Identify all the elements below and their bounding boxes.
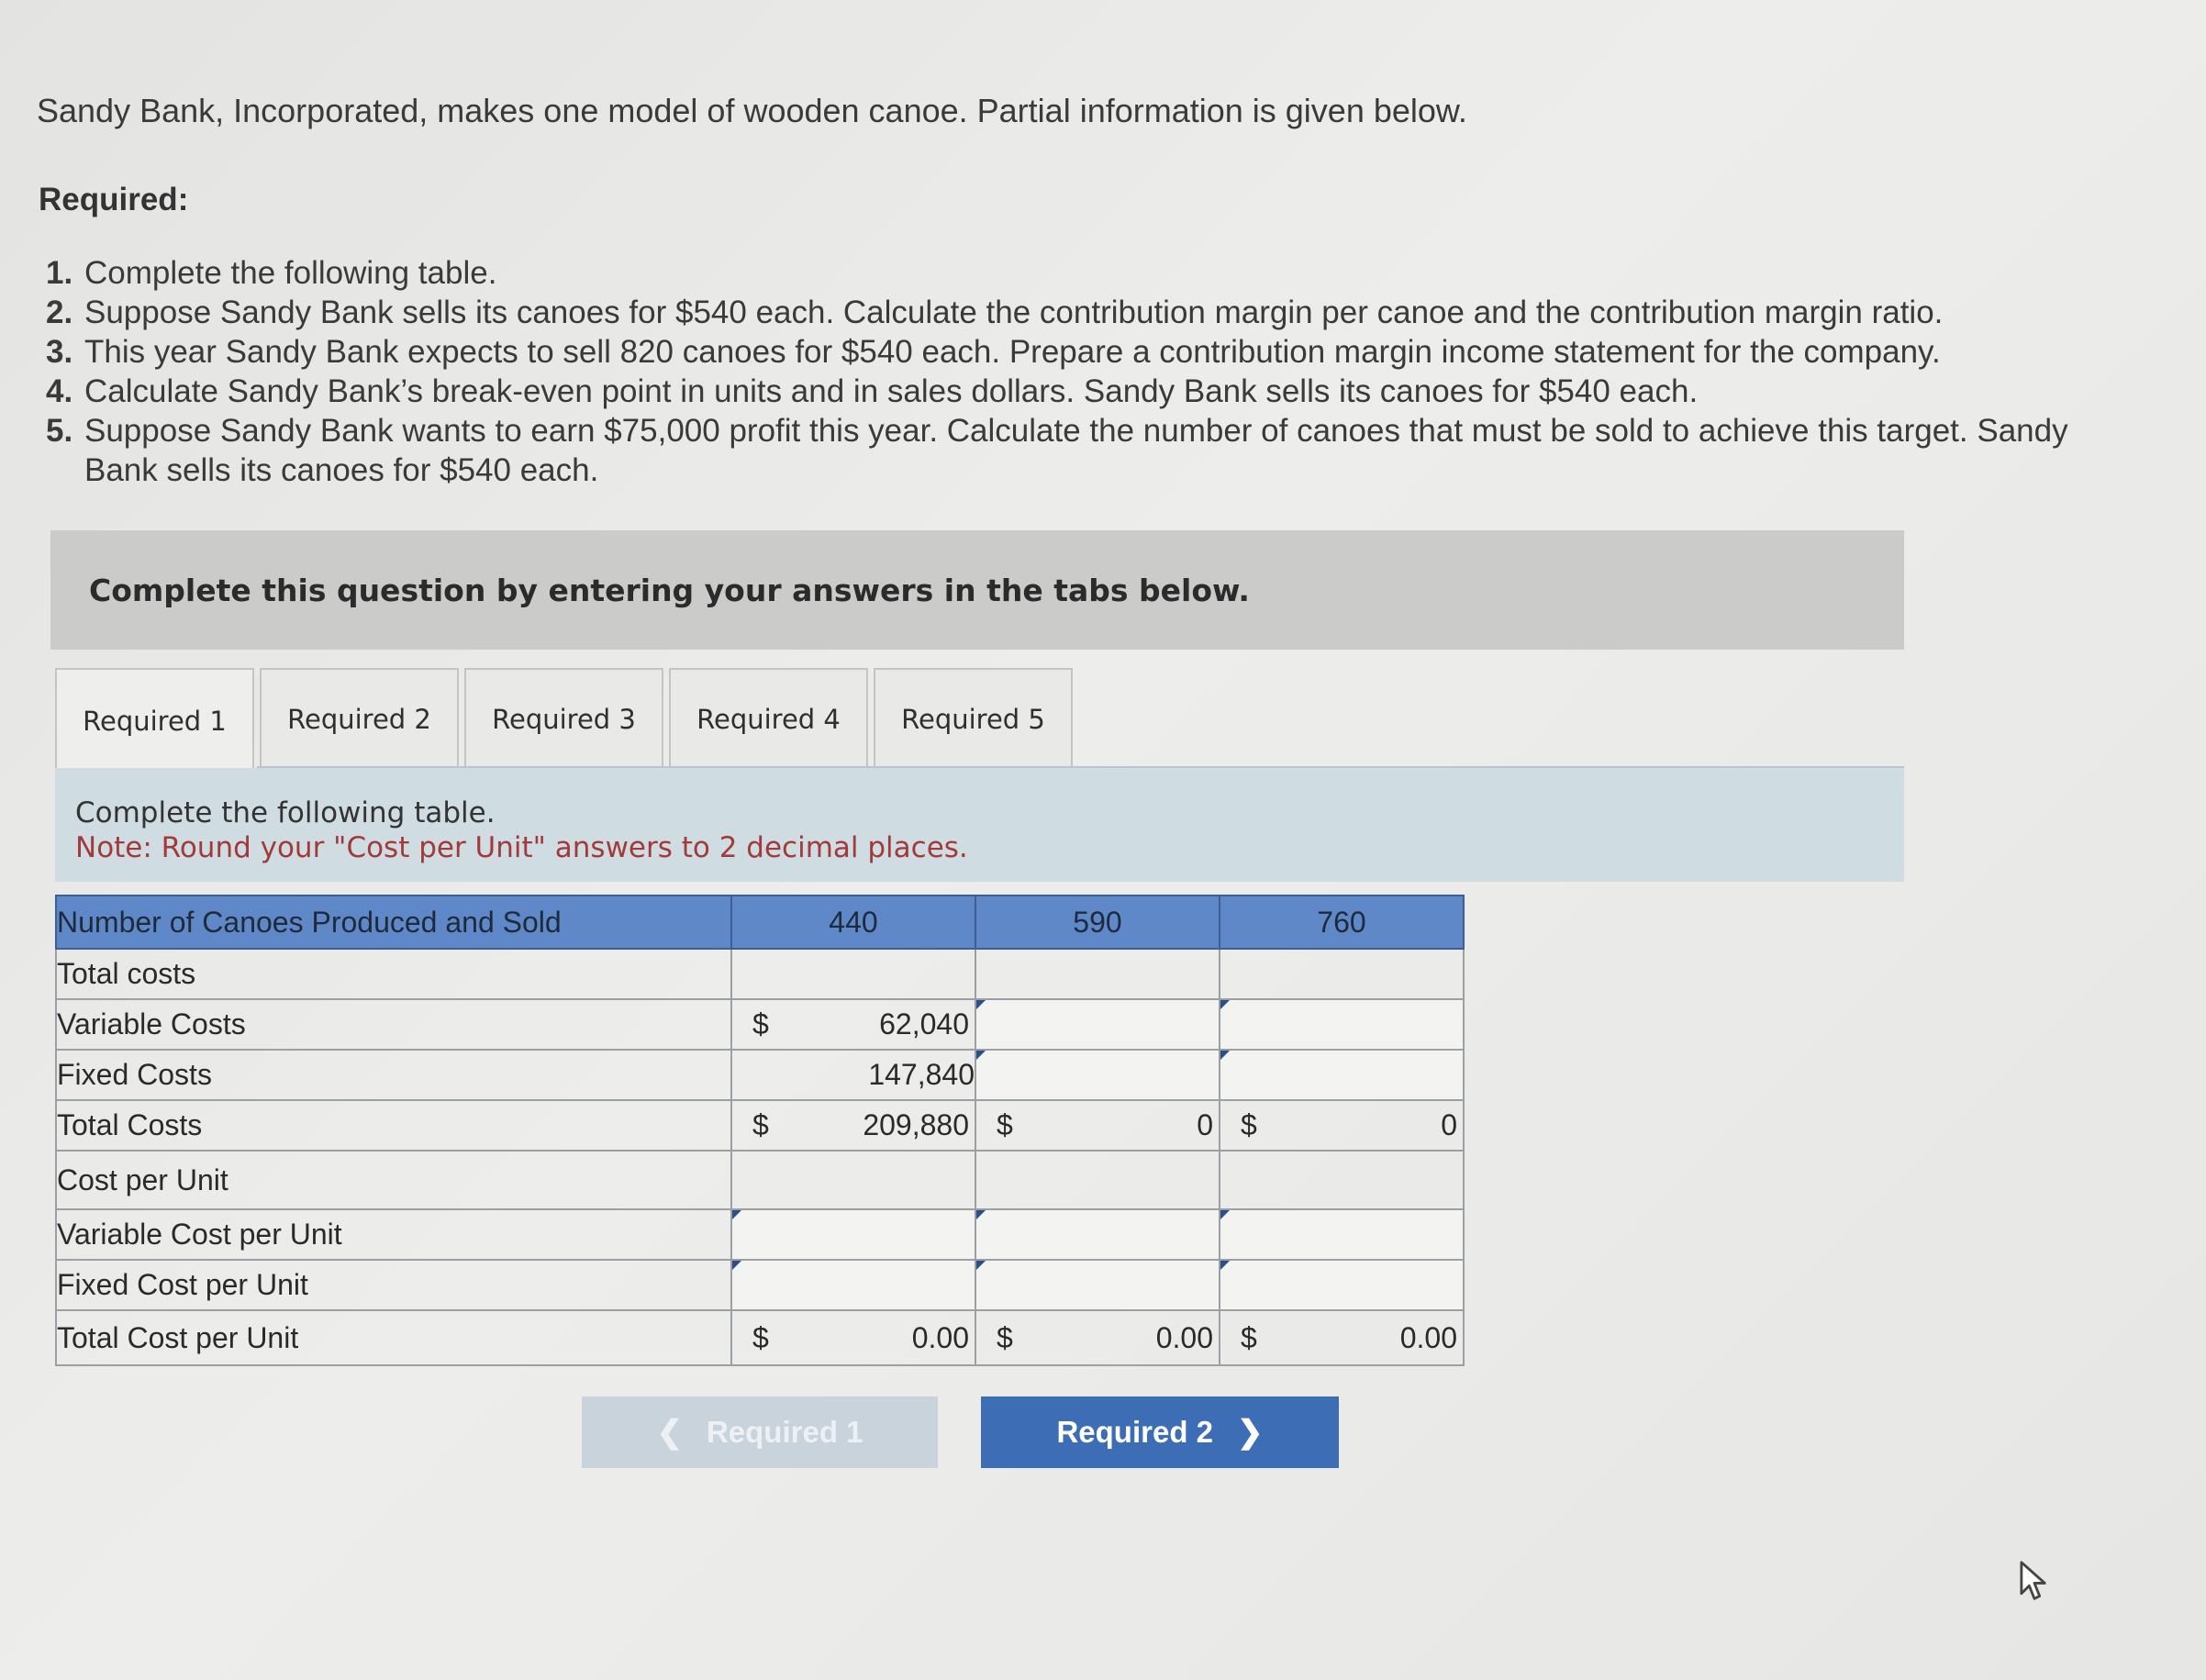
next-required-button[interactable] bbox=[981, 1396, 1339, 1468]
fixed-costs-760-input-cell bbox=[1220, 1050, 1464, 1100]
next-button-label: Required 2 bbox=[1056, 1415, 1214, 1449]
total-costs-section-label: Total costs bbox=[56, 949, 731, 999]
currency-sign: $ bbox=[752, 1320, 769, 1354]
total-cost-per-unit-440-value: 0.00 bbox=[911, 1320, 969, 1354]
fcpu-760-input-cell bbox=[1220, 1260, 1464, 1310]
instruction-box bbox=[55, 768, 1904, 882]
table-row bbox=[56, 999, 1464, 1050]
requirement-number: 4. bbox=[46, 373, 73, 409]
fixed-cost-per-unit-590-input[interactable] bbox=[976, 1261, 1219, 1309]
requirement-number: 5. bbox=[46, 413, 73, 449]
requirement-item bbox=[46, 411, 2131, 490]
empty-cell bbox=[975, 949, 1220, 999]
variable-costs-440 bbox=[731, 999, 975, 1050]
currency-sign: $ bbox=[997, 1108, 1013, 1141]
table-row bbox=[56, 1310, 1464, 1365]
table-row bbox=[56, 1100, 1464, 1151]
header-590: 590 bbox=[975, 896, 1220, 949]
table-row bbox=[56, 1260, 1464, 1310]
variable-costs-760-input-cell bbox=[1220, 999, 1464, 1050]
total-costs-760 bbox=[1220, 1100, 1464, 1151]
empty-cell bbox=[975, 1151, 1220, 1209]
total-costs-760-value: 0 bbox=[1441, 1108, 1457, 1141]
header-label: Number of Canoes Produced and Sold bbox=[56, 896, 731, 949]
variable-costs-440-value: 62,040 bbox=[879, 1007, 969, 1040]
instruction-text: Complete the following table. bbox=[75, 796, 496, 829]
variable-cost-per-unit-label: Variable Cost per Unit bbox=[56, 1209, 731, 1260]
empty-cell bbox=[1220, 1151, 1464, 1209]
tab-required-3[interactable]: Required 3 bbox=[464, 668, 663, 769]
fixed-costs-label: Fixed Costs bbox=[56, 1050, 731, 1100]
tab-required-4[interactable]: Required 4 bbox=[669, 668, 868, 769]
fixed-costs-590-input[interactable] bbox=[976, 1051, 1219, 1099]
fixed-cost-per-unit-440-input[interactable] bbox=[732, 1261, 975, 1309]
previous-button-label: Required 1 bbox=[706, 1415, 863, 1449]
variable-costs-label: Variable Costs bbox=[56, 999, 731, 1050]
requirement-text: Calculate Sandy Bank’s break-even point in units and in sales dollars. Sandy Bank sells its canoes for $540 each. bbox=[84, 373, 1699, 409]
fcpu-440-input-cell bbox=[731, 1260, 975, 1310]
variable-costs-590-input-cell bbox=[975, 999, 1220, 1050]
total-cost-per-unit-760-value: 0.00 bbox=[1399, 1320, 1457, 1354]
currency-sign: $ bbox=[752, 1007, 769, 1040]
rounding-note: Note: Round your "Cost per Unit" answers to 2 decimal places. bbox=[75, 831, 968, 864]
requirement-text: Complete the following table. bbox=[84, 255, 497, 291]
previous-required-button[interactable] bbox=[582, 1396, 938, 1468]
requirement-number: 2. bbox=[46, 295, 73, 330]
table-row bbox=[56, 1151, 1464, 1209]
requirements-list bbox=[46, 253, 2131, 490]
chevron-left-icon: ❮ bbox=[656, 1415, 683, 1450]
tab-required-2[interactable]: Required 2 bbox=[260, 668, 459, 769]
fixed-costs-760-input[interactable] bbox=[1220, 1051, 1463, 1099]
instruction-banner: Complete this question by entering your answers in the tabs below. bbox=[50, 530, 1904, 650]
empty-cell bbox=[1220, 949, 1464, 999]
requirement-item bbox=[46, 293, 2131, 332]
required-heading: Required: bbox=[39, 182, 189, 217]
tab-required-5[interactable]: Required 5 bbox=[874, 668, 1073, 769]
variable-costs-590-input[interactable] bbox=[976, 1000, 1219, 1049]
variable-cost-per-unit-590-input[interactable] bbox=[976, 1210, 1219, 1259]
intro-text: Sandy Bank, Incorporated, makes one model of wooden canoe. Partial information is given below. bbox=[37, 92, 1467, 129]
fixed-costs-590-input-cell bbox=[975, 1050, 1220, 1100]
fixed-cost-per-unit-label: Fixed Cost per Unit bbox=[56, 1260, 731, 1310]
requirement-number: 3. bbox=[46, 334, 73, 370]
requirement-item bbox=[46, 253, 2131, 293]
requirement-text: Suppose Sandy Bank wants to earn $75,000 profit this year. Calculate the number of canoes that must be sold to achieve this target. Sandy Bank sells its canoes for $540 each. bbox=[84, 413, 2068, 488]
header-760: 760 bbox=[1220, 896, 1464, 949]
table-row bbox=[56, 949, 1464, 999]
total-costs-row-label: Total Costs bbox=[56, 1100, 731, 1151]
requirement-item bbox=[46, 332, 2131, 372]
total-cost-per-unit-590-value: 0.00 bbox=[1155, 1320, 1213, 1354]
requirement-text: This year Sandy Bank expects to sell 820 canoes for $540 each. Prepare a contribution margin income statement for the company. bbox=[84, 334, 1941, 370]
empty-cell bbox=[731, 949, 975, 999]
currency-sign: $ bbox=[1241, 1108, 1257, 1141]
currency-sign: $ bbox=[997, 1320, 1013, 1354]
total-cost-per-unit-760 bbox=[1220, 1310, 1464, 1365]
total-cost-per-unit-440 bbox=[731, 1310, 975, 1365]
mouse-cursor-icon bbox=[2019, 1560, 2050, 1604]
fcpu-590-input-cell bbox=[975, 1260, 1220, 1310]
requirement-text: Suppose Sandy Bank sells its canoes for $540 each. Calculate the contribution margin per canoe and the contribution margin ratio. bbox=[84, 295, 1944, 330]
total-cost-per-unit-label: Total Cost per Unit bbox=[56, 1310, 731, 1365]
tab-required-1[interactable]: Required 1 bbox=[55, 668, 254, 773]
fixed-costs-440-value: 147,840 bbox=[731, 1050, 975, 1100]
table-row bbox=[56, 1209, 1464, 1260]
currency-sign: $ bbox=[1241, 1320, 1257, 1354]
total-costs-590-value: 0 bbox=[1197, 1108, 1213, 1141]
currency-sign: $ bbox=[752, 1108, 769, 1141]
cost-per-unit-section-label: Cost per Unit bbox=[56, 1151, 731, 1209]
vcpu-760-input-cell bbox=[1220, 1209, 1464, 1260]
requirement-number: 1. bbox=[46, 255, 73, 291]
total-costs-440-value: 209,880 bbox=[863, 1108, 969, 1141]
fixed-cost-per-unit-760-input[interactable] bbox=[1220, 1261, 1463, 1309]
cost-table bbox=[55, 895, 1465, 1366]
table-header-row bbox=[56, 896, 1464, 949]
total-cost-per-unit-590 bbox=[975, 1310, 1220, 1365]
variable-costs-760-input[interactable] bbox=[1220, 1000, 1463, 1049]
table-row bbox=[56, 1050, 1464, 1100]
total-costs-590 bbox=[975, 1100, 1220, 1151]
empty-cell bbox=[731, 1151, 975, 1209]
vcpu-440-input-cell bbox=[731, 1209, 975, 1260]
vcpu-590-input-cell bbox=[975, 1209, 1220, 1260]
variable-cost-per-unit-440-input[interactable] bbox=[732, 1210, 975, 1259]
variable-cost-per-unit-760-input[interactable] bbox=[1220, 1210, 1463, 1259]
header-440: 440 bbox=[731, 896, 975, 949]
total-costs-440 bbox=[731, 1100, 975, 1151]
chevron-right-icon: ❯ bbox=[1237, 1415, 1264, 1450]
requirement-item bbox=[46, 372, 2131, 411]
